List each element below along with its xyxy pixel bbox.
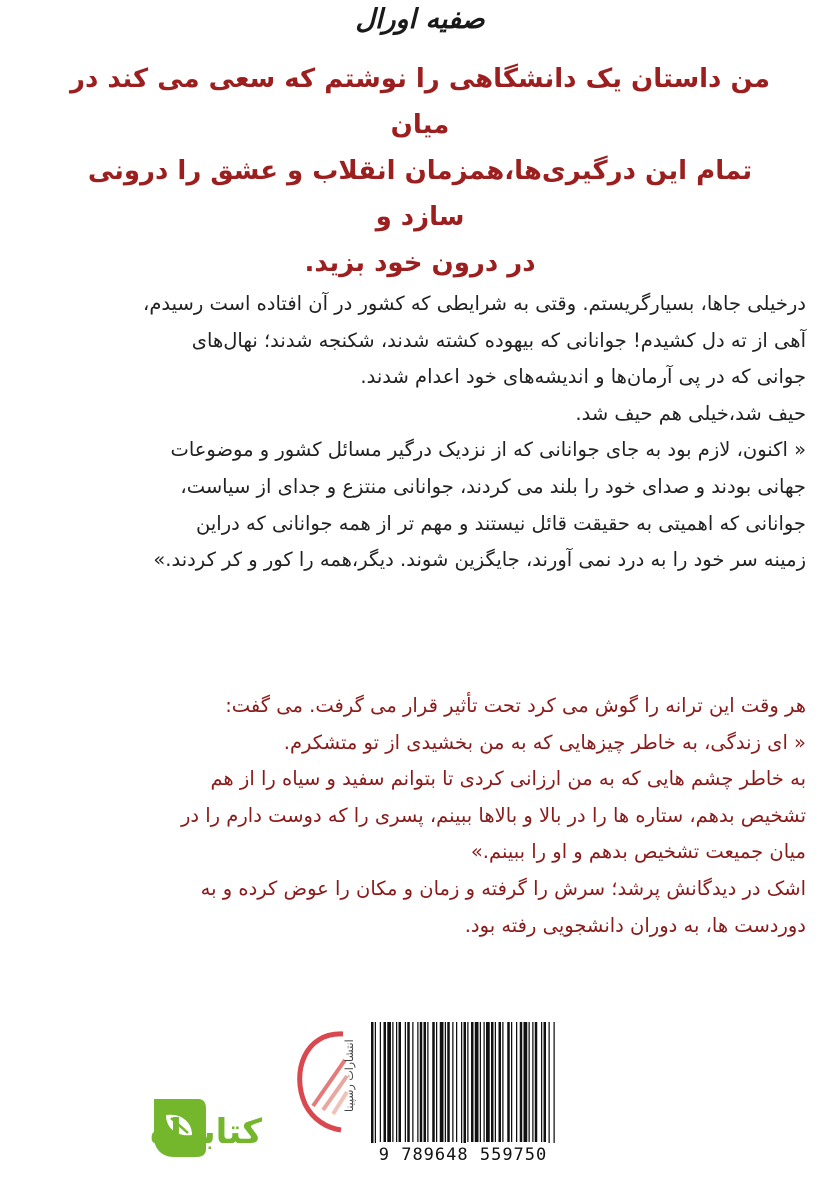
isbn-digits: 9 789648 559750 <box>367 1143 559 1167</box>
headline-line: تمام این درگیری‌ها،همزمان انقلاب و عشق را درونی سازد و <box>87 156 753 232</box>
barcode-bar <box>511 1022 512 1142</box>
barcode-bar <box>417 1022 418 1142</box>
author-name: صفیه اورال <box>355 4 485 35</box>
text-line: به خاطر چشم هایی که به من ارزانی کردی تا بتوانم سفید و سیاه را از هم <box>210 767 806 791</box>
barcode-bar <box>499 1022 502 1142</box>
headline-quote <box>70 56 770 286</box>
barcode-bar <box>524 1022 528 1142</box>
text-line: تشخیص بدهم، ستاره ها را در بالا و بالاها ببینم، پسری را که دوست دارم را در <box>180 803 806 827</box>
barcode-bar <box>461 1022 462 1162</box>
barcode-bar <box>491 1022 494 1142</box>
barcode-bar <box>535 1022 538 1142</box>
barcode-bar <box>420 1022 423 1142</box>
text-line: دوردست ها، به دوران دانشجویی رفته بود. <box>464 913 806 937</box>
barcode-bar <box>516 1022 517 1142</box>
barcode-bar <box>399 1022 402 1142</box>
barcode-bar <box>371 1022 374 1162</box>
publisher-name: انتشارات رسپینا <box>343 1039 356 1112</box>
barcode-bar <box>541 1022 542 1142</box>
barcode-bar <box>475 1022 479 1142</box>
barcode-bar <box>387 1022 391 1142</box>
barcode-bar <box>456 1022 457 1142</box>
barcode-bar <box>452 1022 453 1142</box>
barcode-bar <box>495 1022 496 1142</box>
barcode-bar <box>440 1022 444 1142</box>
text-line: « ای زندگی، به خاطر چیزهایی که به من بخشیدی از تو متشکرم. <box>283 730 806 754</box>
barcode-bar <box>432 1022 435 1142</box>
barcode-bar <box>554 1022 555 1162</box>
publisher-logo-icon <box>283 1020 365 1175</box>
barcode-bar <box>549 1022 550 1162</box>
barcode-bar <box>447 1022 450 1142</box>
barcode-bar <box>445 1022 446 1142</box>
text-line: زمینه سر خود را به درد نمی آورند، جایگزین شوند. دیگر،همه را کور و کر کردند.» <box>153 548 806 572</box>
barcode-bar <box>480 1022 481 1142</box>
barcode-bar <box>484 1022 485 1142</box>
barcode-bar <box>380 1022 381 1142</box>
barcode-bar <box>471 1022 474 1142</box>
barcode-bar <box>464 1022 467 1162</box>
text-line: هر وقت این ترانه را گوش می کرد تحت تأثیر قرار می گرفت. می گفت: <box>225 694 806 717</box>
headline-line: در درون خود بزید. <box>304 248 536 278</box>
barcode-bar <box>520 1022 523 1142</box>
barcode-bar <box>507 1022 510 1142</box>
barcode-bar <box>544 1022 547 1142</box>
barcode-bar <box>412 1022 413 1142</box>
text-line: « اکنون، لازم بود به جای جوانانی که از نزدیک درگیر مسائل کشور و موضوعات <box>170 438 806 462</box>
barcode-bar <box>427 1022 428 1142</box>
text-line: جهانی بودند و صدای خود را بلند می کردند، جوانانی منتزع و جدای از سیاست، <box>180 474 806 498</box>
barcode-bar <box>467 1022 468 1142</box>
excerpt-paragraph-2 <box>40 688 806 944</box>
barcode-bar <box>532 1022 533 1142</box>
barcode-bar <box>392 1022 393 1142</box>
text-line: میان جمیعت تشخیص بدهم و او را ببینم.» <box>470 840 806 864</box>
text-line: اشک در دیدگانش پرشد؛ سرش را گرفته و زمان و مکان را عوض کرده و به <box>200 876 806 900</box>
headline-line: من داستان یک دانشگاهی را نوشتم که سعی می کند در میان <box>70 64 770 140</box>
text-line: جوانی که در پی آرمان‌ها و اندیشه‌های خود اعدام شدند. <box>360 365 806 389</box>
barcode-bar <box>424 1022 427 1142</box>
barcode-bar <box>375 1022 376 1162</box>
store-logo <box>38 1093 263 1159</box>
barcode-bar <box>486 1022 490 1142</box>
barcode-bar <box>436 1022 437 1142</box>
text-line: حیف شد،خیلی هم حیف شد. <box>575 401 806 425</box>
barcode-bar <box>384 1022 387 1142</box>
barcode-bar <box>405 1022 406 1142</box>
excerpt-paragraph-1 <box>40 286 806 579</box>
barcode-bar <box>396 1022 397 1142</box>
barcode-bar <box>407 1022 410 1142</box>
text-line: آهی از ته دل کشیدم! جوانانی که بیهوده کشته شدند، شکنجه شدند؛ نهال‌های <box>191 328 806 352</box>
text-line: جوانانی که اهمیتی به حقیقت قائل نیستند و مهم تر از همه جوانانی که دراین <box>196 511 806 535</box>
barcode-bar <box>529 1022 530 1142</box>
barcode-bar <box>502 1022 503 1142</box>
text-line: درخیلی جاها، بسیارگریستم. وقتی به شرایطی که کشور در آن افتاده است رسیدم، <box>143 292 806 315</box>
store-name: کتابراه <box>150 1112 263 1152</box>
